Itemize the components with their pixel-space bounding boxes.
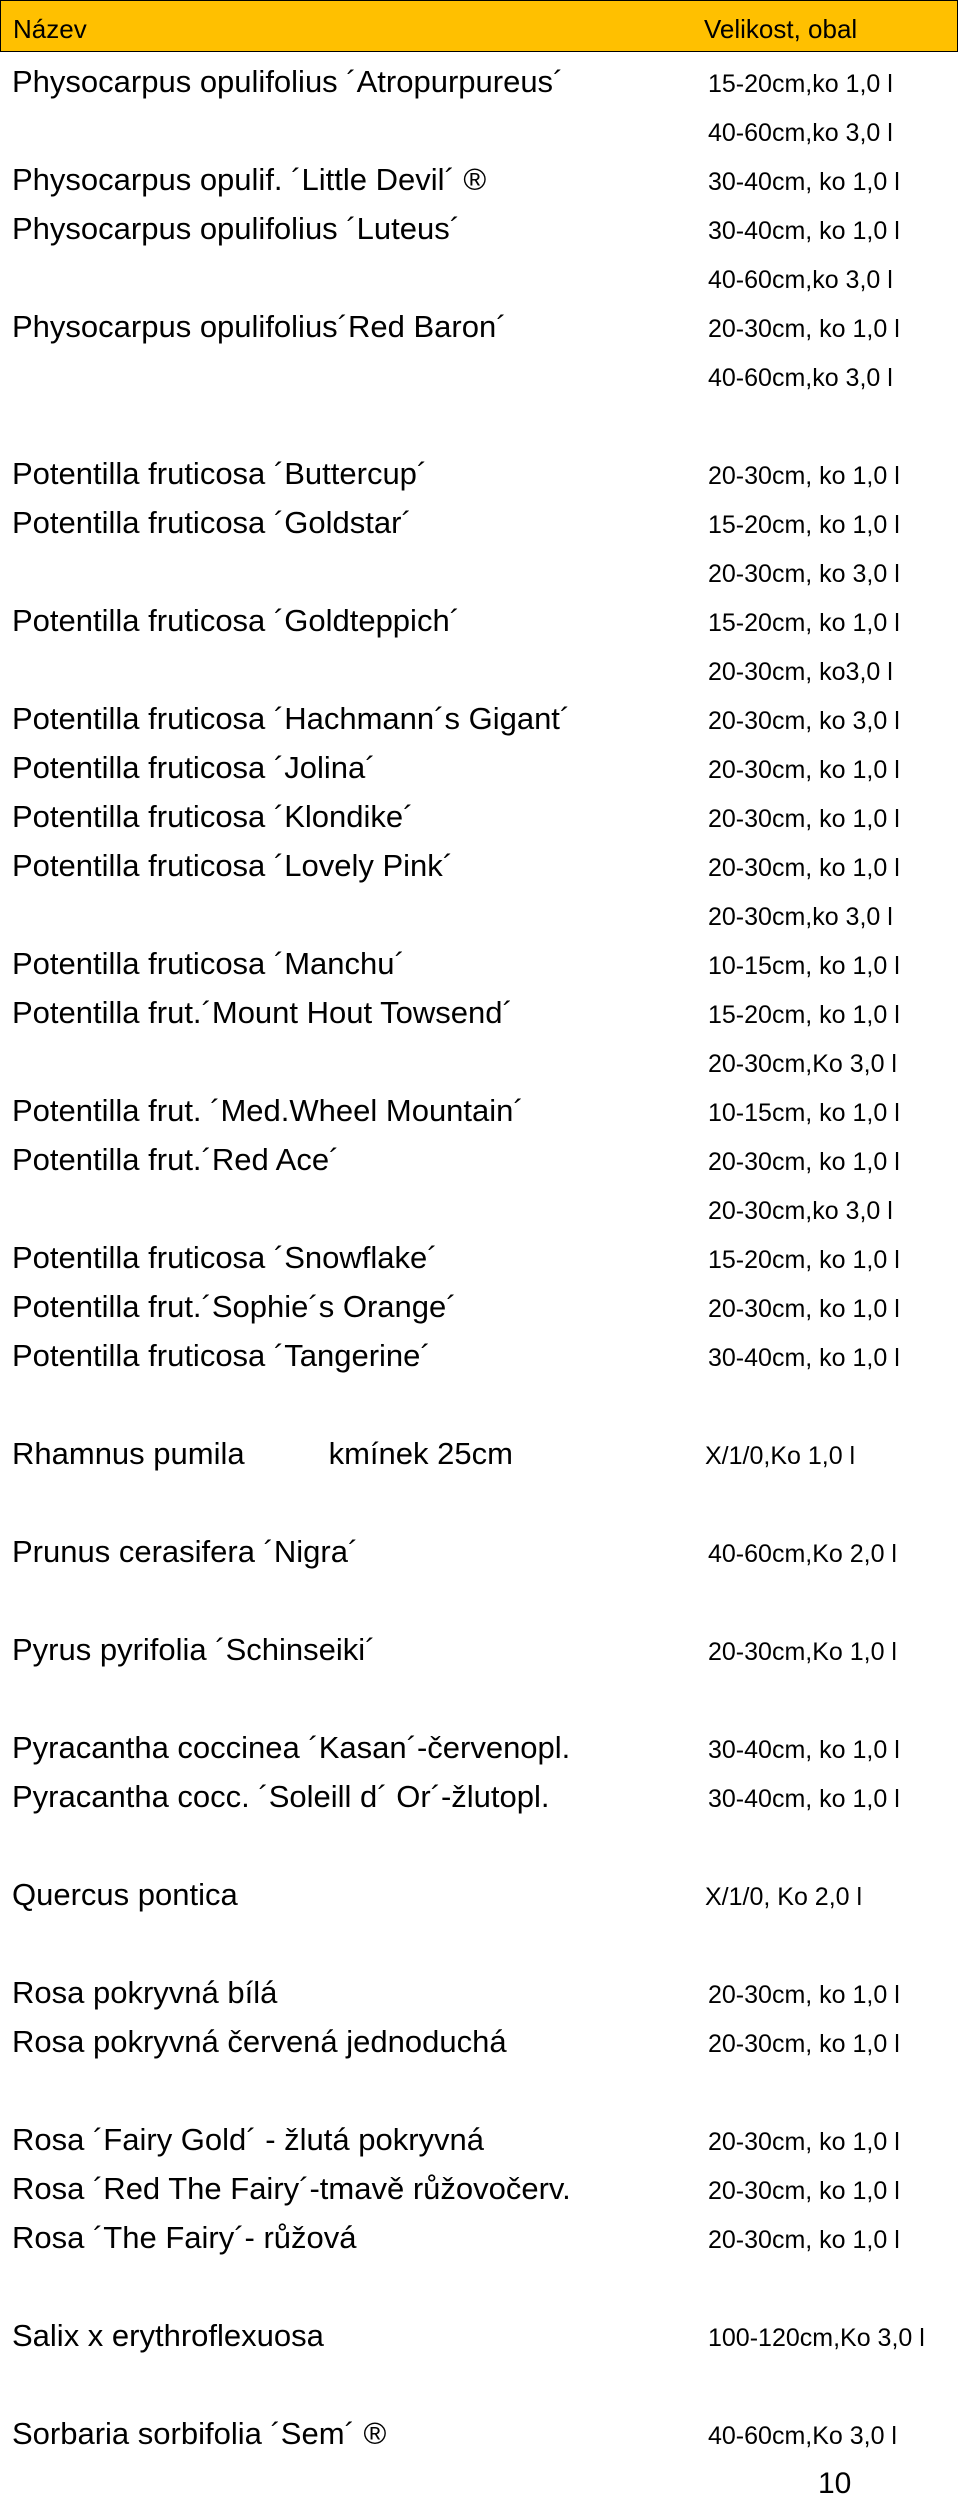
plant-name-text: Potentilla frut.´Sophie´s Orange´: [12, 1289, 457, 1324]
plant-name-text: Potentilla fruticosa ´Lovely Pink´: [12, 848, 454, 883]
plant-name: [12, 797, 413, 837]
column-header-size: Velikost, obal: [704, 14, 858, 44]
plant-size: 15-20cm, ko 1,0 l: [708, 1246, 900, 1274]
plant-size: 20-30cm,ko 3,0 l: [708, 1197, 893, 1225]
plant-name: [12, 2414, 386, 2454]
plant-name-text: Potentilla fruticosa ´Klondike´: [12, 799, 414, 834]
plant-size: 30-40cm, ko 1,0 l: [708, 168, 900, 196]
plant-name-text: Potentilla fruticosa ´Tangerine´: [12, 1338, 431, 1373]
plant-name: [12, 62, 563, 102]
plant-name-text: Potentilla fruticosa ´Goldstar´: [12, 505, 412, 540]
plant-size: 20-30cm, ko 1,0 l: [708, 1295, 900, 1323]
plant-name: [12, 699, 570, 739]
plant-name-text: Potentilla fruticosa ´Manchu´: [12, 946, 405, 981]
plant-name-text: Rhamnus pumila: [12, 1436, 245, 1471]
plant-name-text: Salix x erythroflexuosa: [12, 2318, 324, 2353]
plant-size: 20-30cm, ko3,0 l: [708, 658, 893, 686]
plant-name: [12, 503, 412, 543]
plant-name-text: Pyrus pyrifolia ´Schinseiki´: [12, 1632, 376, 1667]
plant-name: [12, 846, 453, 886]
plant-name: [12, 601, 460, 641]
plant-name: [12, 1532, 358, 1572]
plant-name: [12, 1238, 438, 1278]
plant-name-text: Physocarpus opulifolius ´Atropurpureus´: [12, 64, 564, 99]
plant-name-text: Potentilla fruticosa ´Jolina´: [12, 750, 376, 785]
plant-size: 20-30cm, ko 1,0 l: [708, 2128, 900, 2156]
plant-size: 15-20cm, ko 1,0 l: [708, 511, 900, 539]
plant-name-text: Potentilla frut. ´Med.Wheel Mountain´: [12, 1093, 524, 1128]
plant-size: 100-120cm,Ko 3,0 l: [708, 2324, 925, 2352]
plant-name-text: Pyracantha cocc. ´Soleill d´ Or´-žlutopl.: [12, 1779, 550, 1814]
plant-name-text: Potentilla frut.´Red Ace´: [12, 1142, 340, 1177]
plant-name-text: Potentilla fruticosa ´Snowflake´: [12, 1240, 438, 1275]
plant-size: 15-20cm, ko 1,0 l: [708, 609, 900, 637]
plant-name-text: Pyracantha coccinea ´Kasan´-červenopl.: [12, 1730, 571, 1765]
plant-name: [12, 1140, 339, 1180]
plant-name: [12, 2169, 571, 2209]
plant-size: 20-30cm, ko 1,0 l: [708, 1148, 900, 1176]
plant-name-text: Rosa ´Red The Fairy´-tmavě růžovočerv.: [12, 2171, 571, 2206]
plant-size: 40-60cm,ko 3,0 l: [708, 119, 893, 147]
plant-size: 20-30cm, ko 1,0 l: [708, 1981, 900, 2009]
plant-name: [12, 1630, 376, 1670]
plant-note: kmínek 25cm: [328, 1436, 513, 1471]
plant-size: 30-40cm, ko 1,0 l: [708, 217, 900, 245]
plant-name: [12, 1777, 550, 1817]
plant-name-text: Rosa pokryvná bílá: [12, 1975, 278, 2010]
plant-name: [12, 2022, 507, 2062]
plant-name: [12, 1336, 431, 1376]
plant-size: 15-20cm,ko 1,0 l: [708, 70, 893, 98]
plant-name: [12, 454, 427, 494]
plant-size: 20-30cm,Ko 3,0 l: [708, 1050, 897, 1078]
plant-size: 40-60cm,Ko 2,0 l: [708, 1540, 897, 1568]
plant-name: [12, 2218, 357, 2258]
plant-name-text: Sorbaria sorbifolia ´Sem´ ®: [12, 2416, 387, 2451]
plant-name-text: Quercus pontica: [12, 1877, 238, 1912]
plant-name: [12, 993, 513, 1033]
plant-size: X/1/0, Ko 2,0 l: [705, 1883, 863, 1911]
plant-size: 20-30cm, ko 1,0 l: [708, 2177, 900, 2205]
plant-size: 20-30cm, ko 1,0 l: [708, 462, 900, 490]
plant-name-text: Physocarpus opulif. ´Little Devil´ ®: [12, 162, 487, 197]
plant-size: 20-30cm, ko 1,0 l: [708, 2030, 900, 2058]
plant-size: 40-60cm,ko 3,0 l: [708, 266, 893, 294]
plant-size: 40-60cm,ko 3,0 l: [708, 364, 893, 392]
plant-name-text: Physocarpus opulifolius´Red Baron´: [12, 309, 507, 344]
plant-name-text: Potentilla fruticosa ´Goldteppich´: [12, 603, 461, 638]
plant-name: [12, 1287, 457, 1327]
plant-size: 20-30cm, ko 3,0 l: [708, 560, 900, 588]
plant-size: 10-15cm, ko 1,0 l: [708, 952, 900, 980]
plant-size: 15-20cm, ko 1,0 l: [708, 1001, 900, 1029]
table-header: [0, 0, 958, 52]
plant-name-text: Rosa ´Fairy Gold´ - žlutá pokryvná: [12, 2122, 485, 2157]
plant-name: [12, 1728, 570, 1768]
plant-name-text: Potentilla frut.´Mount Hout Towsend´: [12, 995, 513, 1030]
plant-name: [12, 944, 405, 984]
page-number: 10: [818, 2467, 852, 2500]
plant-name: [12, 1875, 238, 1915]
plant-name: [12, 748, 376, 788]
plant-size: 30-40cm, ko 1,0 l: [708, 1344, 900, 1372]
plant-size: 20-30cm, ko 3,0 l: [708, 707, 900, 735]
plant-size: 20-30cm,ko 3,0 l: [708, 903, 893, 931]
plant-name: [12, 2316, 324, 2356]
plant-name: [12, 2120, 484, 2160]
plant-size: 20-30cm, ko 1,0 l: [708, 2226, 900, 2254]
plant-size: X/1/0,Ko 1,0 l: [705, 1442, 856, 1470]
plant-size: 10-15cm, ko 1,0 l: [708, 1099, 900, 1127]
plant-name: [12, 1091, 524, 1131]
plant-size: 20-30cm, ko 1,0 l: [708, 315, 900, 343]
plant-name: [12, 307, 507, 347]
plant-size: 30-40cm, ko 1,0 l: [708, 1785, 900, 1813]
plant-size: 20-30cm, ko 1,0 l: [708, 854, 900, 882]
plant-name-text: Rosa pokryvná červená jednoduchá: [12, 2024, 507, 2059]
plant-size: 20-30cm,Ko 1,0 l: [708, 1638, 897, 1666]
plant-name-text: Prunus cerasifera ´Nigra´: [12, 1534, 359, 1569]
plant-size: 40-60cm,Ko 3,0 l: [708, 2422, 897, 2450]
plant-name-text: Potentilla fruticosa ´Buttercup´: [12, 456, 428, 491]
plant-name-text: Rosa ´The Fairy´- růžová: [12, 2220, 357, 2255]
plant-name-text: Potentilla fruticosa ´Hachmann´s Gigant´: [12, 701, 571, 736]
column-header-name: Název: [13, 14, 87, 44]
plant-name: [12, 1973, 277, 2013]
plant-name-text: Physocarpus opulifolius ´Luteus´: [12, 211, 461, 246]
plant-size: 30-40cm, ko 1,0 l: [708, 1736, 900, 1764]
plant-name: [12, 160, 486, 200]
plant-name: [12, 209, 460, 249]
plant-name: [12, 1434, 513, 1474]
plant-size: 20-30cm, ko 1,0 l: [708, 756, 900, 784]
plant-size: 20-30cm, ko 1,0 l: [708, 805, 900, 833]
